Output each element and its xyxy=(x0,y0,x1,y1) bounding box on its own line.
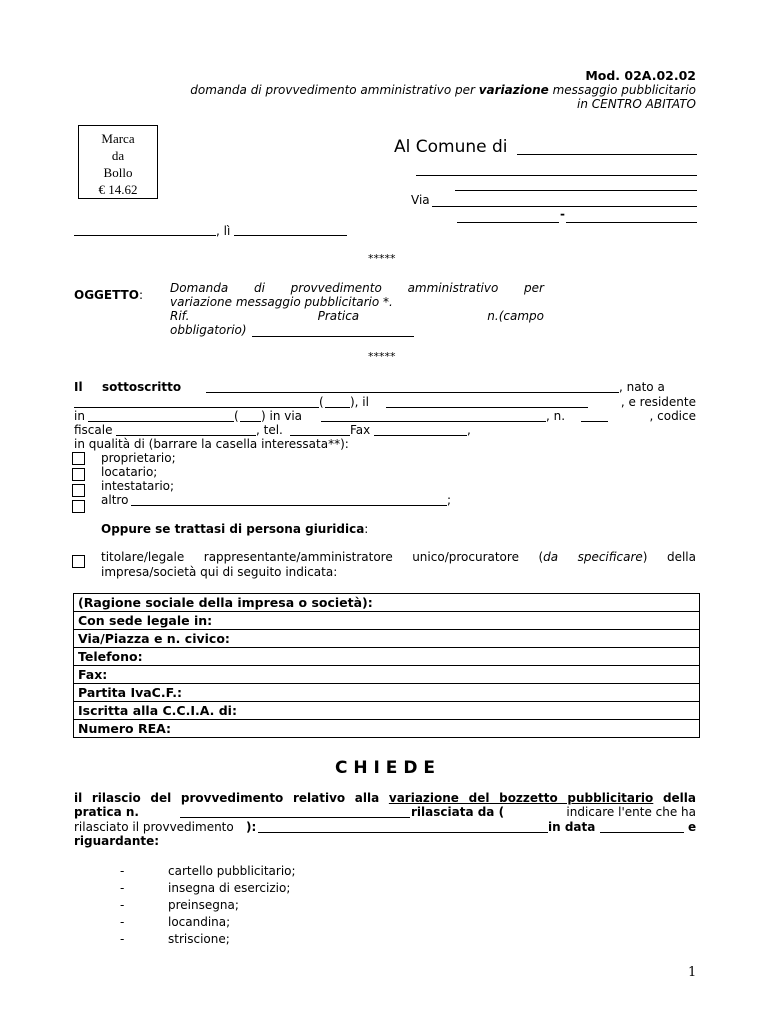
list-item: insegna di esercizio; xyxy=(168,881,291,895)
table-cell[interactable]: Numero REA: xyxy=(74,720,700,738)
number-label: , n. xyxy=(546,409,566,423)
fiscale-label: fiscale xyxy=(74,423,113,437)
residence-province-field[interactable] xyxy=(240,421,261,422)
legal-option-line-1: titolare/legale rappresentante/amministratore unico/procuratore (da specificare) della xyxy=(101,550,696,564)
cap-city-dash: - xyxy=(560,207,565,221)
list-dash: - xyxy=(120,915,125,929)
legal-option-line-2: impresa/società qui di seguito indicata: xyxy=(101,565,338,579)
list-dash: - xyxy=(120,864,125,878)
date-label: , lì xyxy=(216,224,231,238)
table-cell[interactable]: Iscritta alla C.C.I.A. di: xyxy=(74,702,700,720)
option-proprietario: proprietario; xyxy=(101,451,176,465)
table-cell[interactable]: Telefono: xyxy=(74,648,700,666)
list-dash: - xyxy=(120,881,125,895)
list-item: preinsegna; xyxy=(168,898,239,912)
address-line-2[interactable] xyxy=(455,190,697,191)
request-line-1: il rilascio del provvedimento relativo alla variazione del bozzetto pubblicitario della xyxy=(74,791,697,805)
birthdate-field[interactable] xyxy=(386,407,588,408)
checkbox-altro[interactable] xyxy=(72,500,85,513)
table-row xyxy=(74,648,700,666)
revenue-stamp-box: Marca da Bollo € 14.62 xyxy=(78,125,158,199)
tel-label: , tel. xyxy=(256,423,283,437)
chiede-heading: C H I E D E xyxy=(335,758,435,778)
name-field[interactable] xyxy=(206,392,619,393)
oggetto-line-2: variazione messaggio pubblicitario *. xyxy=(170,295,393,309)
fax-label: Fax xyxy=(350,423,371,437)
table-cell[interactable]: Con sede legale in: xyxy=(74,612,700,630)
separator-2: ***** xyxy=(368,350,396,363)
table-row xyxy=(74,594,700,612)
semicolon: ; xyxy=(447,493,452,507)
city-field[interactable] xyxy=(566,222,697,223)
via-label: Via xyxy=(411,193,430,207)
table-row xyxy=(74,684,700,702)
street-number-field[interactable] xyxy=(581,421,608,422)
birthplace-field[interactable] xyxy=(74,407,319,408)
option-altro: altro xyxy=(101,493,129,507)
address-line-1[interactable] xyxy=(416,175,697,176)
table-row xyxy=(74,612,700,630)
riguardante-label: riguardante: xyxy=(74,834,160,848)
residence-city-field[interactable] xyxy=(88,421,234,422)
form-code: Mod. 02A.02.02 xyxy=(585,68,696,83)
place-field[interactable] xyxy=(74,235,216,236)
oggetto-label: OGGETTO: xyxy=(74,288,143,302)
company-info-table xyxy=(73,593,700,738)
rilasciata-label: rilasciata da ( indicare l'ente che ha xyxy=(411,805,696,819)
page-number: 1 xyxy=(688,965,697,980)
list-item: locandina; xyxy=(168,915,231,929)
in-label: in xyxy=(74,409,85,423)
issue-date-field[interactable] xyxy=(600,832,684,833)
residence-street-field[interactable] xyxy=(321,421,546,422)
pratica-label: pratica n. xyxy=(74,805,139,819)
separator-1: ***** xyxy=(368,252,396,265)
oggetto-line-3: Rif. Pratica n.(campo xyxy=(170,309,544,323)
list-dash: - xyxy=(120,898,125,912)
option-intestatario: intestatario; xyxy=(101,479,175,493)
oggetto-line-1: Domanda di provvedimento amministrativo per xyxy=(170,281,544,295)
table-cell[interactable]: Partita IvaC.F.: xyxy=(74,684,700,702)
form-subtitle-2: in CENTRO ABITATO xyxy=(577,97,696,111)
table-row xyxy=(74,702,700,720)
list-item: cartello pubblicitario; xyxy=(168,864,296,878)
request-pratica-field[interactable] xyxy=(180,817,410,818)
option-locatario: locatario; xyxy=(101,465,158,479)
altro-field[interactable] xyxy=(131,505,447,506)
residente-label: , e residente xyxy=(620,395,696,409)
table-cell[interactable]: Fax: xyxy=(74,666,700,684)
form-subtitle: domanda di provvedimento amministrativo per variazione messaggio pubblicitario xyxy=(190,83,696,97)
il-date-label: ), il xyxy=(350,395,369,409)
qualita-label: in qualità di (barrare la casella interessata**): xyxy=(74,437,349,451)
paren-open-2: ( xyxy=(234,409,239,423)
paren-open: ( xyxy=(319,395,324,409)
tax-code-field[interactable] xyxy=(116,435,256,436)
date-field[interactable] xyxy=(234,235,347,236)
rilasciato-label: rilasciato il provvedimento xyxy=(74,820,234,834)
e-label: e xyxy=(688,820,697,834)
il-label: Il xyxy=(74,380,83,394)
legal-heading: Oppure se trattasi di persona giuridica: xyxy=(101,522,369,536)
checkbox-legal-representative[interactable] xyxy=(72,555,85,568)
table-row xyxy=(74,630,700,648)
checkbox-locatario[interactable] xyxy=(72,468,85,481)
oggetto-line-4: obbligatorio) xyxy=(170,323,247,337)
pratica-number-field[interactable] xyxy=(252,336,414,337)
table-row xyxy=(74,720,700,738)
fax-field[interactable] xyxy=(374,435,467,436)
birth-province-field[interactable] xyxy=(325,407,350,408)
in-via-label: ) in via xyxy=(261,409,303,423)
codice-label: , codice xyxy=(649,409,696,423)
nato-a-label: , nato a xyxy=(619,380,665,394)
phone-field[interactable] xyxy=(290,435,350,436)
list-item: striscione; xyxy=(168,932,230,946)
list-dash: - xyxy=(120,932,125,946)
comma: , xyxy=(467,423,471,437)
sottoscritto-label: sottoscritto xyxy=(102,380,182,394)
table-cell[interactable]: (Ragione sociale della impresa o società): xyxy=(74,594,700,612)
table-cell[interactable]: Via/Piazza e n. civico: xyxy=(74,630,700,648)
recipient-title: Al Comune di xyxy=(394,137,508,157)
colon-bold: ): xyxy=(246,820,257,834)
issuer-field[interactable] xyxy=(258,832,548,833)
table-row xyxy=(74,666,700,684)
checkbox-intestatario[interactable] xyxy=(72,484,85,497)
checkbox-proprietario[interactable] xyxy=(72,452,85,465)
in-data-label: in data xyxy=(548,820,596,834)
cap-field[interactable] xyxy=(457,222,559,223)
comune-field[interactable] xyxy=(517,154,697,155)
